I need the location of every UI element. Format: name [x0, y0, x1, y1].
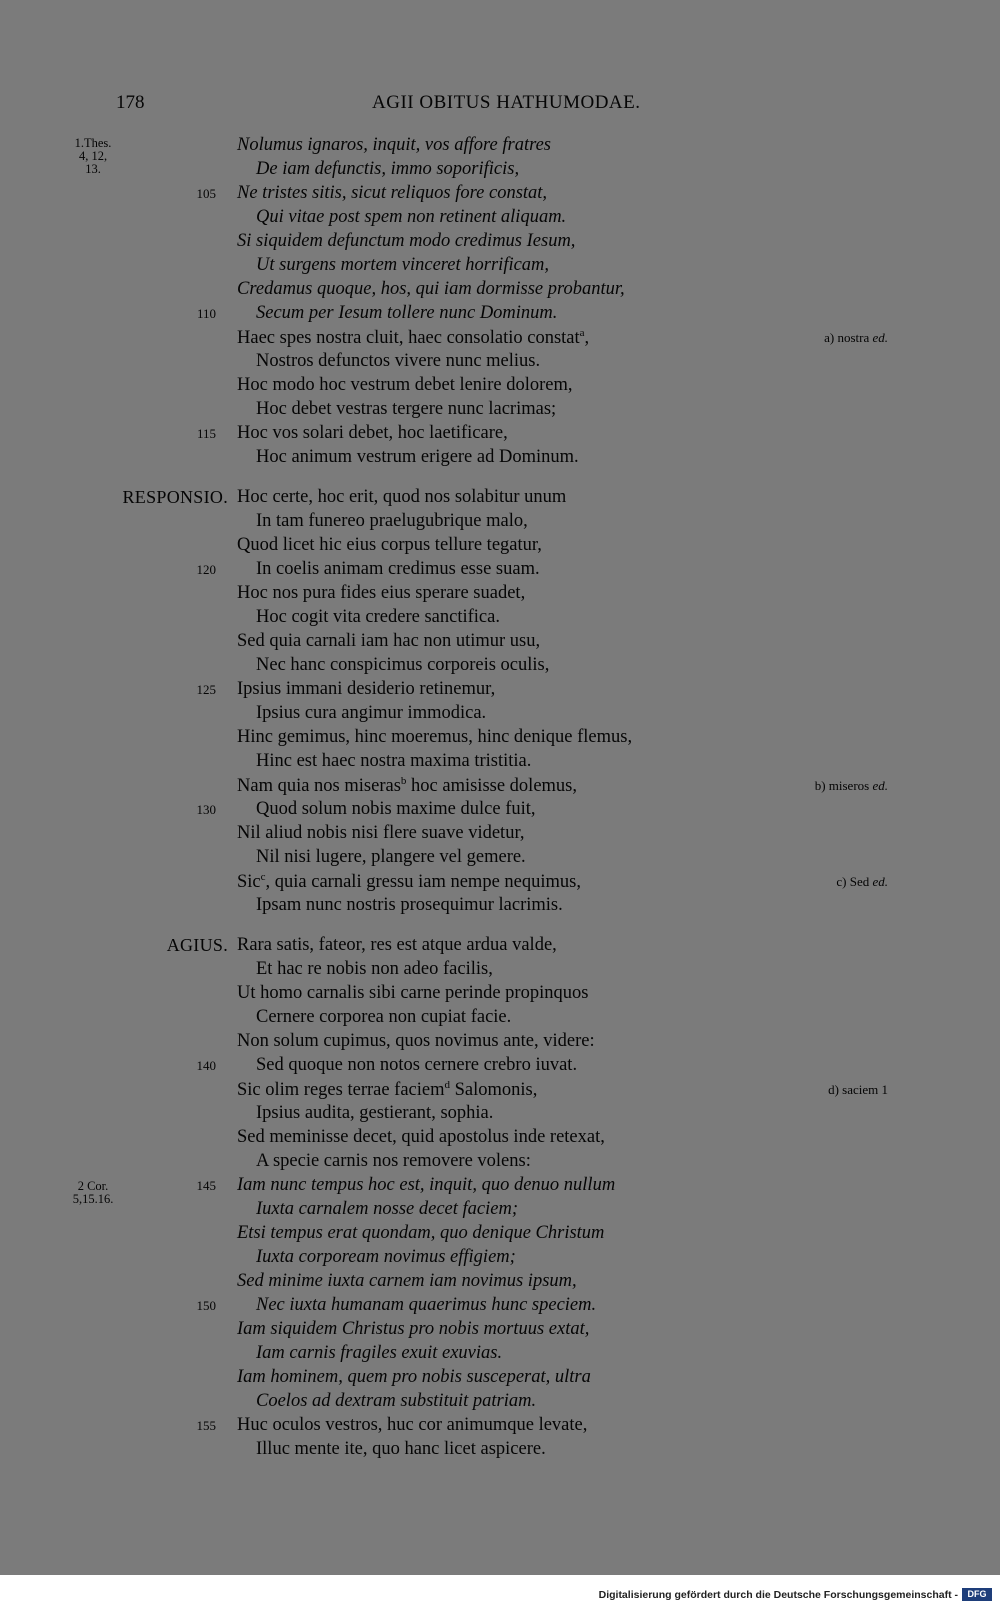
- verse-line: [0, 583, 1000, 607]
- verse-line: [0, 1055, 1000, 1079]
- verse-line: [0, 775, 1000, 799]
- verse-line: [0, 799, 1000, 823]
- verse-line: [0, 183, 1000, 207]
- verse-text: Coelos ad dextram substituit patriam.: [256, 1391, 537, 1411]
- verse-line: [0, 1391, 1000, 1415]
- verse-line: [0, 983, 1000, 1007]
- line-number: 105: [196, 186, 216, 201]
- verse-line: [0, 279, 1000, 303]
- footnote-marker: b: [400, 775, 407, 787]
- verse-text: Sed minime iuxta carnem iam novimus ipsum,: [237, 1271, 577, 1291]
- line-number: 115: [196, 426, 216, 441]
- verse-line: [0, 1439, 1000, 1463]
- footer-credit: Digitalisierung gefördert durch die Deutsche Forschungsgemeinschaft -: [598, 1589, 958, 1601]
- verse-line: [0, 1319, 1000, 1343]
- verse-text: Sed quia carnali iam hac non utimur usu,: [237, 631, 541, 651]
- verse-text: Hinc gemimus, hinc moeremus, hinc denique flemus,: [237, 727, 633, 747]
- margin-reference: 1.Thes. 4, 12, 13.: [74, 136, 112, 176]
- verse-text: Qui vitae post spem non retinent aliquam.: [256, 207, 567, 227]
- line-number: 125: [196, 682, 216, 697]
- verse-line: [0, 375, 1000, 399]
- verse-text: Hoc nos pura fides eius sperare suadet,: [237, 583, 526, 603]
- verse-line: [0, 727, 1000, 751]
- verse-text: Hoc debet vestras tergere nunc lacrimas;: [256, 399, 557, 419]
- verse-line: [0, 1079, 1000, 1103]
- footnote-marker: a: [579, 327, 585, 339]
- verse-text: Nil nisi lugere, plangere vel gemere.: [256, 847, 526, 867]
- line-number: 140: [196, 1058, 216, 1073]
- verse-line: [0, 1223, 1000, 1247]
- verse-text: Hinc est haec nostra maxima tristitia.: [256, 751, 532, 771]
- verse-text: Sed meminisse decet, quid apostolus inde retexat,: [237, 1127, 605, 1147]
- verse-text: In tam funereo praelugubrique malo,: [256, 511, 528, 531]
- verse-line: [0, 1271, 1000, 1295]
- verse-line: [0, 751, 1000, 775]
- verse-line: [0, 1415, 1000, 1439]
- verse-text: Ipsius audita, gestierant, sophia.: [256, 1103, 494, 1123]
- line-number: 155: [196, 1418, 216, 1433]
- footnote-marker: c: [260, 871, 266, 883]
- verse-line: [0, 487, 1000, 511]
- verse-text: Nostros defunctos vivere nunc melius.: [256, 351, 541, 371]
- verse-line: [0, 847, 1000, 871]
- verse-line: [0, 207, 1000, 231]
- verse-text: Ipsius immani desiderio retinemur,: [237, 679, 496, 699]
- verse-text: Illuc mente ite, quo hanc licet aspicere.: [256, 1439, 546, 1459]
- verse-text: Hoc cogit vita credere sanctifica.: [256, 607, 500, 627]
- footnote-marker: d: [444, 1079, 451, 1091]
- verse-text: Haec spes nostra cluit, haec consolatio constat$^a$,: [237, 327, 590, 349]
- verse-text: Ut surgens mortem vinceret horrificam,: [256, 255, 550, 275]
- verse-text: Hoc animum vestrum erigere ad Dominum.: [256, 447, 579, 467]
- page-header: [0, 92, 1000, 122]
- verse-line: [0, 703, 1000, 727]
- verse-line: [0, 1199, 1000, 1223]
- verse-line: [0, 351, 1000, 375]
- verse-text: Ut homo carnalis sibi carne perinde propinquos: [237, 983, 589, 1003]
- verse-text: Nil aliud nobis nisi flere suave videtur,: [237, 823, 525, 843]
- line-number: 120: [196, 562, 216, 577]
- footnote-b: b) miseros ed.: [814, 778, 888, 793]
- verse-text: Quod solum nobis maxime dulce fuit,: [256, 799, 536, 819]
- running-title: AGII OBITUS HATHUMODAE.: [372, 92, 641, 113]
- verse-line: [0, 1031, 1000, 1055]
- footnote-a: a) nostra ed.: [824, 330, 888, 345]
- verse-text: Et hac re nobis non adeo facilis,: [256, 959, 493, 979]
- verse-line: [0, 871, 1000, 895]
- footer-bar: [0, 1575, 1000, 1610]
- verse-text: Credamus quoque, hos, qui iam dormisse probantur,: [237, 279, 625, 299]
- speaker-label: AGIUS.: [166, 935, 228, 955]
- verse-text: Cernere corporea non cupiat facie.: [256, 1007, 512, 1027]
- verse-text: Nec iuxta humanam quaerimus hunc speciem.: [256, 1295, 597, 1315]
- verse-line: [0, 655, 1000, 679]
- verse-line: [0, 631, 1000, 655]
- verse-line: [0, 423, 1000, 447]
- verse-line: [0, 1175, 1000, 1199]
- verse-text: Sed quoque non notos cernere crebro iuvat.: [256, 1055, 578, 1075]
- verse-line: [0, 1295, 1000, 1319]
- verse-line: [0, 959, 1000, 983]
- speaker-label: RESPONSIO.: [122, 487, 228, 507]
- verse-line: [0, 1343, 1000, 1367]
- verse-text: Non solum cupimus, quos novimus ante, videre:: [237, 1031, 595, 1051]
- verse-line: [0, 1007, 1000, 1031]
- verse-text: Hoc certe, hoc erit, quod nos solabitur unum: [237, 487, 567, 507]
- verse-line: [0, 1367, 1000, 1391]
- verse-text: Iuxta carnalem nosse decet faciem;: [256, 1199, 518, 1219]
- verse-text: Ipsam nunc nostris prosequimur lacrimis.: [256, 895, 563, 915]
- line-number: 130: [196, 802, 216, 817]
- footnote-d: d) saciem 1: [828, 1082, 888, 1097]
- footnote-c: c) Sed ed.: [836, 874, 888, 889]
- verse-text: Ipsius cura angimur immodica.: [256, 703, 487, 723]
- verse-text: Nolumus ignaros, inquit, vos affore fratres: [237, 135, 552, 155]
- verse-line: [0, 511, 1000, 535]
- verse-line: [0, 679, 1000, 703]
- verse-text: Hoc vos solari debet, hoc laetificare,: [237, 423, 508, 443]
- verse-line: [0, 447, 1000, 471]
- verse-line: [0, 399, 1000, 423]
- page-number: 178: [116, 92, 145, 113]
- verse-text: Iam hominem, quem pro nobis susceperat, ultra: [237, 1367, 591, 1387]
- verse-line: [0, 255, 1000, 279]
- verse-line: [0, 935, 1000, 959]
- verse-text: Iam siquidem Christus pro nobis mortuus extat,: [237, 1319, 590, 1339]
- verse-text: Iam carnis fragiles exuit exuvias.: [256, 1343, 503, 1363]
- verse-text: Ne tristes sitis, sicut reliquos fore constat,: [237, 183, 548, 203]
- verse-line: [0, 231, 1000, 255]
- line-number: 150: [196, 1298, 216, 1313]
- verse-line: [0, 135, 1000, 159]
- verse-text: Sic olim reges terrae faciem$^d$ Salomonis,: [237, 1079, 538, 1101]
- verse-text: Huc oculos vestros, huc cor animumque levate,: [237, 1415, 588, 1435]
- verse-line: [0, 823, 1000, 847]
- verse-line: [0, 535, 1000, 559]
- verse-line: [0, 303, 1000, 327]
- margin-reference: 2 Cor. 5,15.16.: [72, 1179, 114, 1206]
- verse-text: Quod licet hic eius corpus tellure tegatur,: [237, 535, 542, 555]
- verse-text: Si siquidem defunctum modo credimus Iesum,: [237, 231, 576, 251]
- verse-line: [0, 1127, 1000, 1151]
- verse-text: Iam nunc tempus hoc est, inquit, quo denuo nullum: [237, 1175, 616, 1195]
- verse-text: Etsi tempus erat quondam, quo denique Christum: [237, 1223, 605, 1243]
- verse-line: [0, 1247, 1000, 1271]
- verse-text: Nec hanc conspicimus corporeis oculis,: [256, 655, 550, 675]
- verse-line: [0, 1151, 1000, 1175]
- verse-text: De iam defunctis, immo soporificis,: [256, 159, 520, 179]
- verse-text: A specie carnis nos removere volens:: [256, 1151, 531, 1171]
- verse-text: Rara satis, fateor, res est atque ardua valde,: [237, 935, 557, 955]
- verse-line: [0, 1103, 1000, 1127]
- verse-line: [0, 559, 1000, 583]
- verse-text: Nam quia nos miseras$^b$ hoc amisisse dolemus,: [237, 775, 577, 797]
- verse-text: Hoc modo hoc vestrum debet lenire dolorem,: [237, 375, 573, 395]
- verse-text: Iuxta corpoream novimus effigiem;: [256, 1247, 516, 1267]
- line-number: 110: [196, 306, 216, 321]
- dfg-logo-icon: DFG: [962, 1588, 992, 1601]
- verse-line: [0, 607, 1000, 631]
- verse-line: [0, 895, 1000, 919]
- verse-line: [0, 159, 1000, 183]
- verse-text: Secum per Iesum tollere nunc Dominum.: [256, 303, 558, 323]
- verse-text: In coelis animam credimus esse suam.: [256, 559, 540, 579]
- line-number: 145: [196, 1178, 216, 1193]
- verse-text: Sic$^c$, quia carnali gressu iam nempe nequimus,: [237, 871, 581, 893]
- verse-line: [0, 327, 1000, 351]
